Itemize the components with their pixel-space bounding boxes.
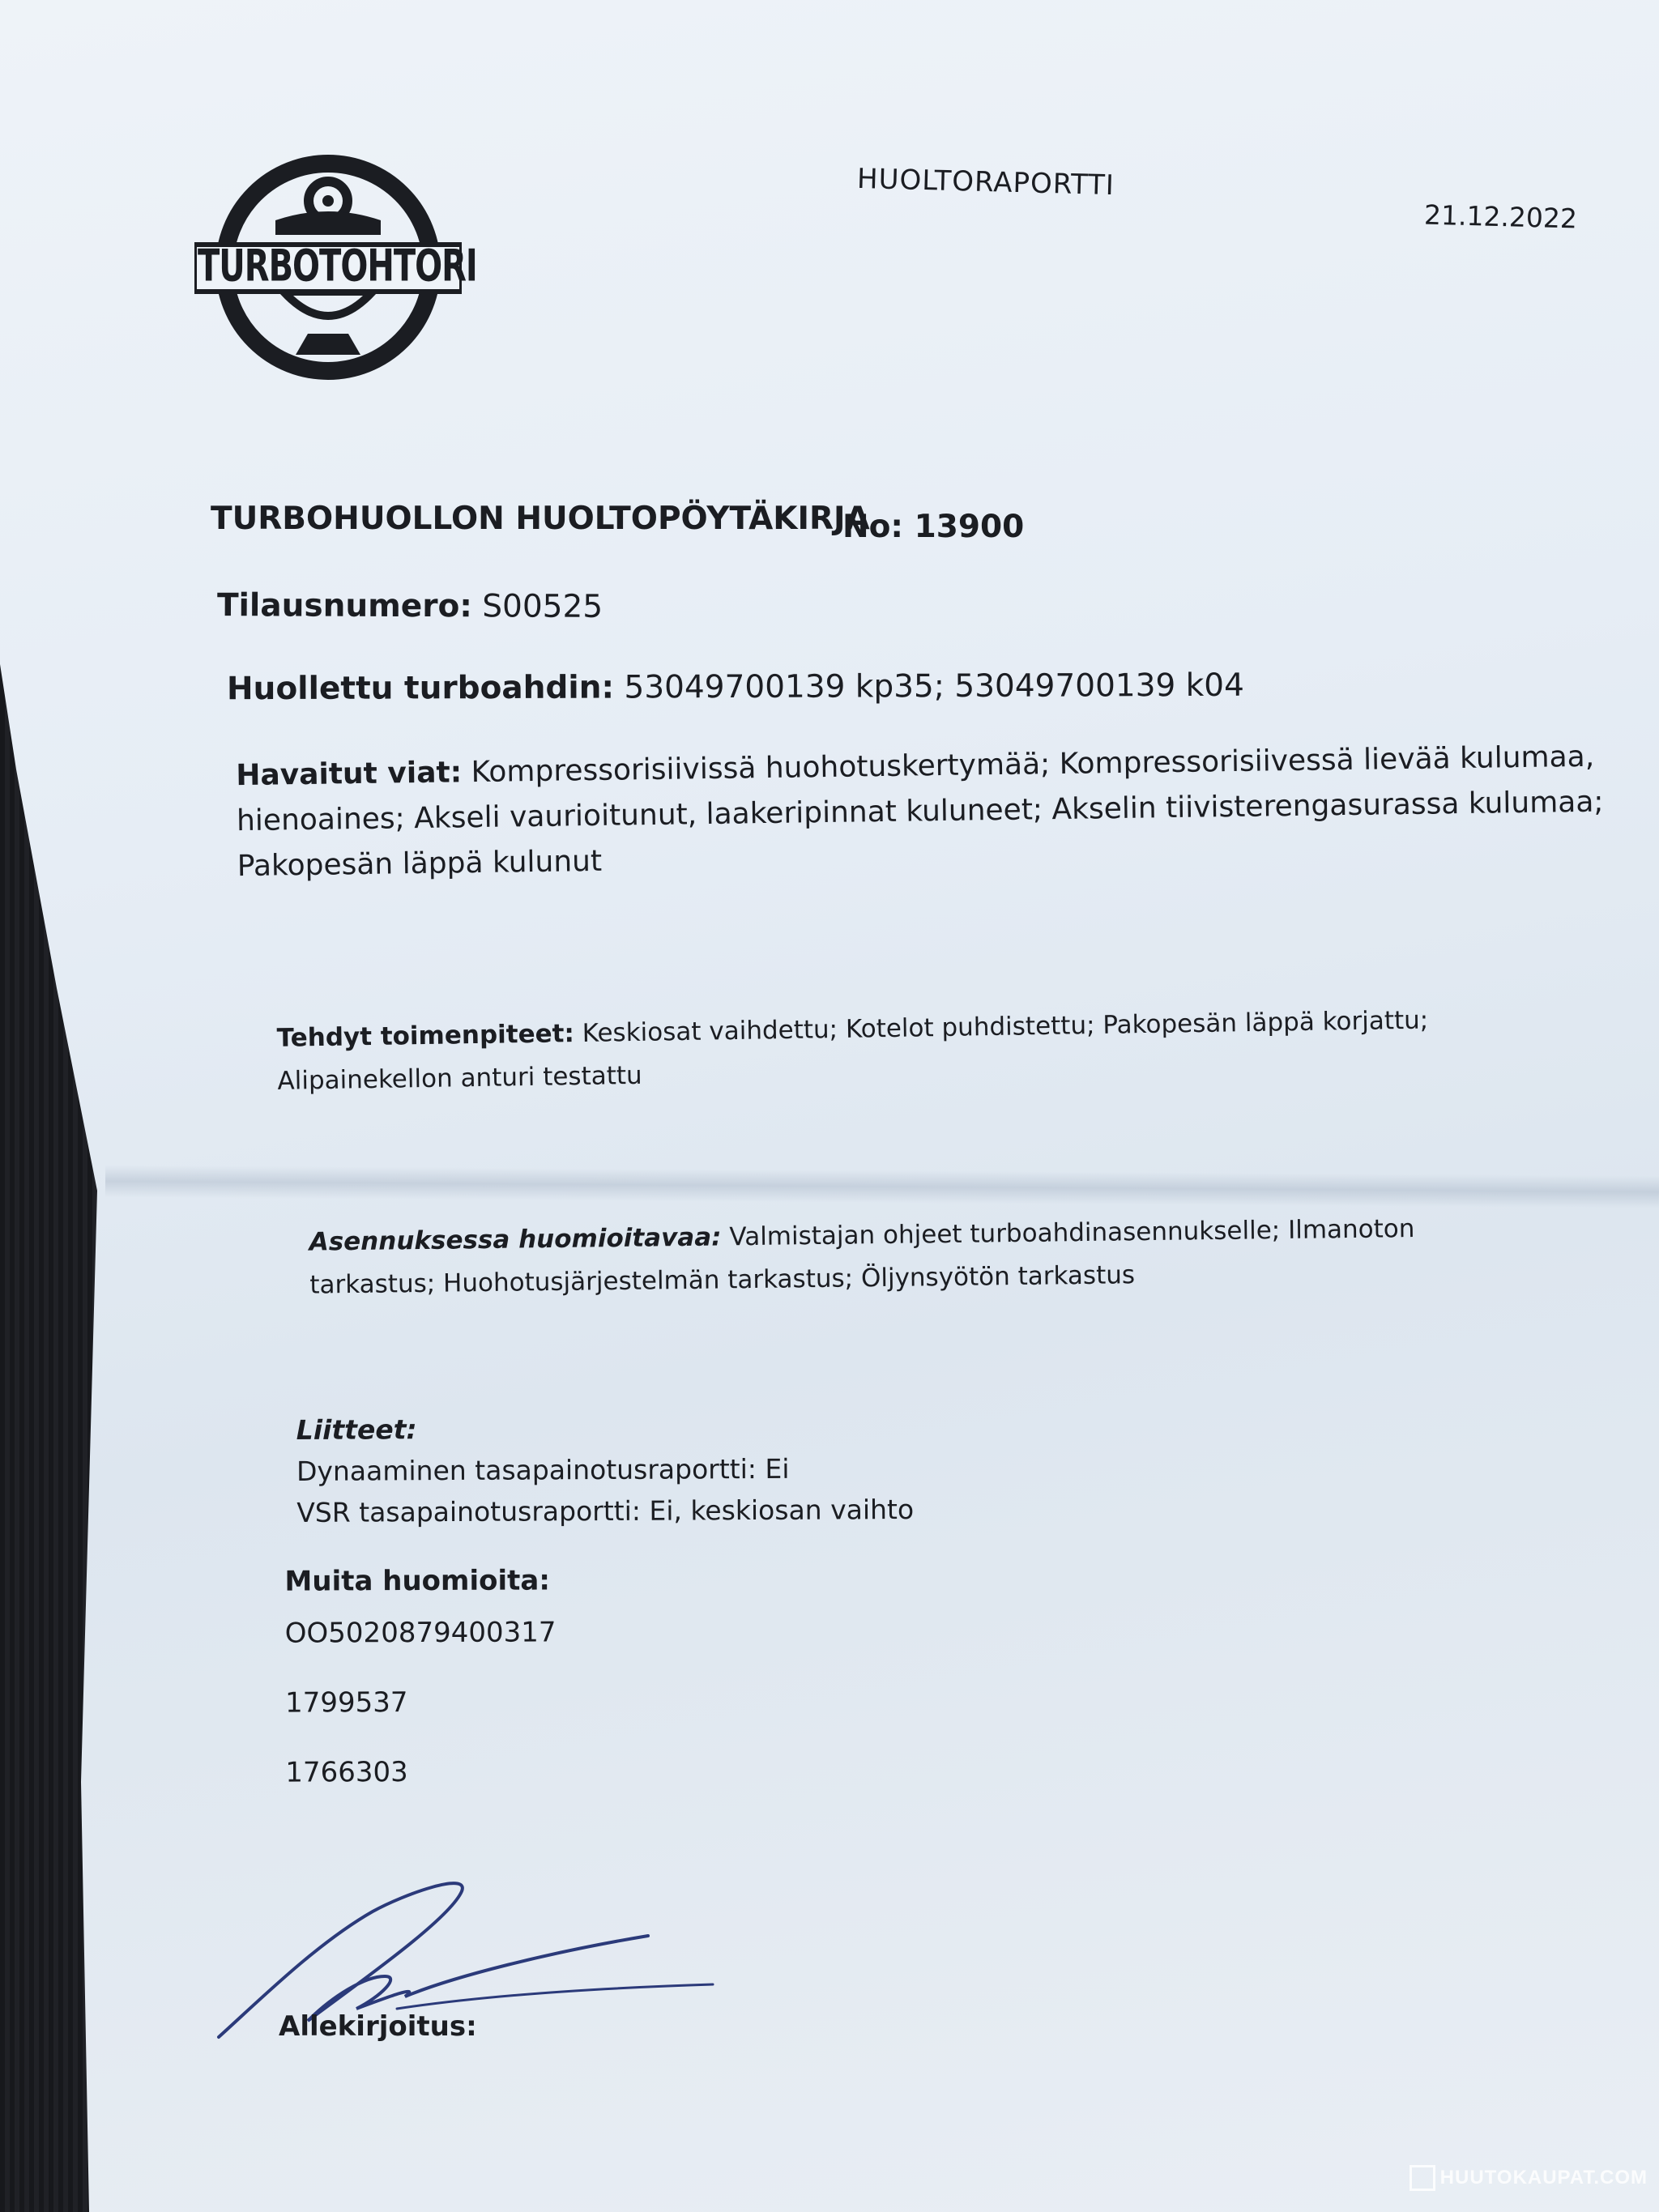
note-value: 1766303 [285, 1756, 408, 1789]
serviced-turbo-label: Huollettu turboahdin: [226, 669, 615, 708]
installation-notes-label: Asennuksessa huomioitavaa: [309, 1222, 722, 1257]
watermark-logo-icon [1410, 2165, 1435, 2191]
other-notes-label: Muita huomioita: [284, 1564, 550, 1598]
detected-faults-value: Kompressorisiivissä huohotuskertymää; Kompressorisiivessä lievää kulumaa, hienoaines; Akseli vaurioitunut, laakeripinnat kuluneet; Akselin tiivisterengasurassa kulumaa; Pakopesän läppä kulunut [236, 739, 1604, 884]
attachment-vsr-balancing: VSR tasapainotusraportti: Ei, keskiosan vaihto [296, 1494, 915, 1528]
attachments-label: Liitteet: [296, 1413, 417, 1446]
signature-label: Allekirjoitus: [279, 2010, 477, 2043]
attachments-section [296, 1406, 915, 1533]
document-number: No: 13900 [842, 509, 1025, 545]
installation-notes-section [309, 1207, 1460, 1306]
detected-faults-label: Havaitut viat: [236, 756, 463, 793]
performed-actions-label: Tehdyt toimenpiteet: [276, 1019, 575, 1053]
logo-text: TURBOTOHTORI [198, 241, 477, 292]
report-date: 21.12.2022 [1423, 198, 1578, 235]
other-notes-section [284, 1564, 557, 1826]
detected-faults-section [236, 734, 1647, 889]
watermark [1410, 2165, 1648, 2191]
note-value: OO5020879400317 [284, 1616, 557, 1650]
order-number-value: S00525 [482, 588, 603, 625]
attachment-dynamic-balancing: Dynaaminen tasapainotusraportti: Ei [296, 1452, 790, 1487]
note-value: 1799537 [284, 1686, 408, 1720]
installation-notes-value: Valmistajan ohjeet turboahdinasennukselle; Ilmanoton tarkastus; Huohotusjärjestelmän tarkastus; Öljynsyötön tarkastus [309, 1214, 1415, 1300]
report-title: HUOLTORAPORTTI [856, 162, 1115, 202]
serviced-turbo-row [227, 667, 1244, 707]
performed-actions-value: Keskiosat vaihdettu; Kotelot puhdistettu; Pakopesän läppä korjattu; Alipainekellon anturi testattu [277, 1005, 1429, 1096]
order-number-label: Tilausnumero: [216, 587, 472, 625]
watermark-text: HUUTOKAUPAT.COM [1439, 2167, 1648, 2189]
order-number-row [217, 587, 603, 625]
serviced-turbo-value: 53049700139 kp35; 53049700139 k04 [624, 667, 1244, 706]
document-title: TURBOHUOLLON HUOLTOPÖYTÄKIRJA [211, 501, 870, 537]
